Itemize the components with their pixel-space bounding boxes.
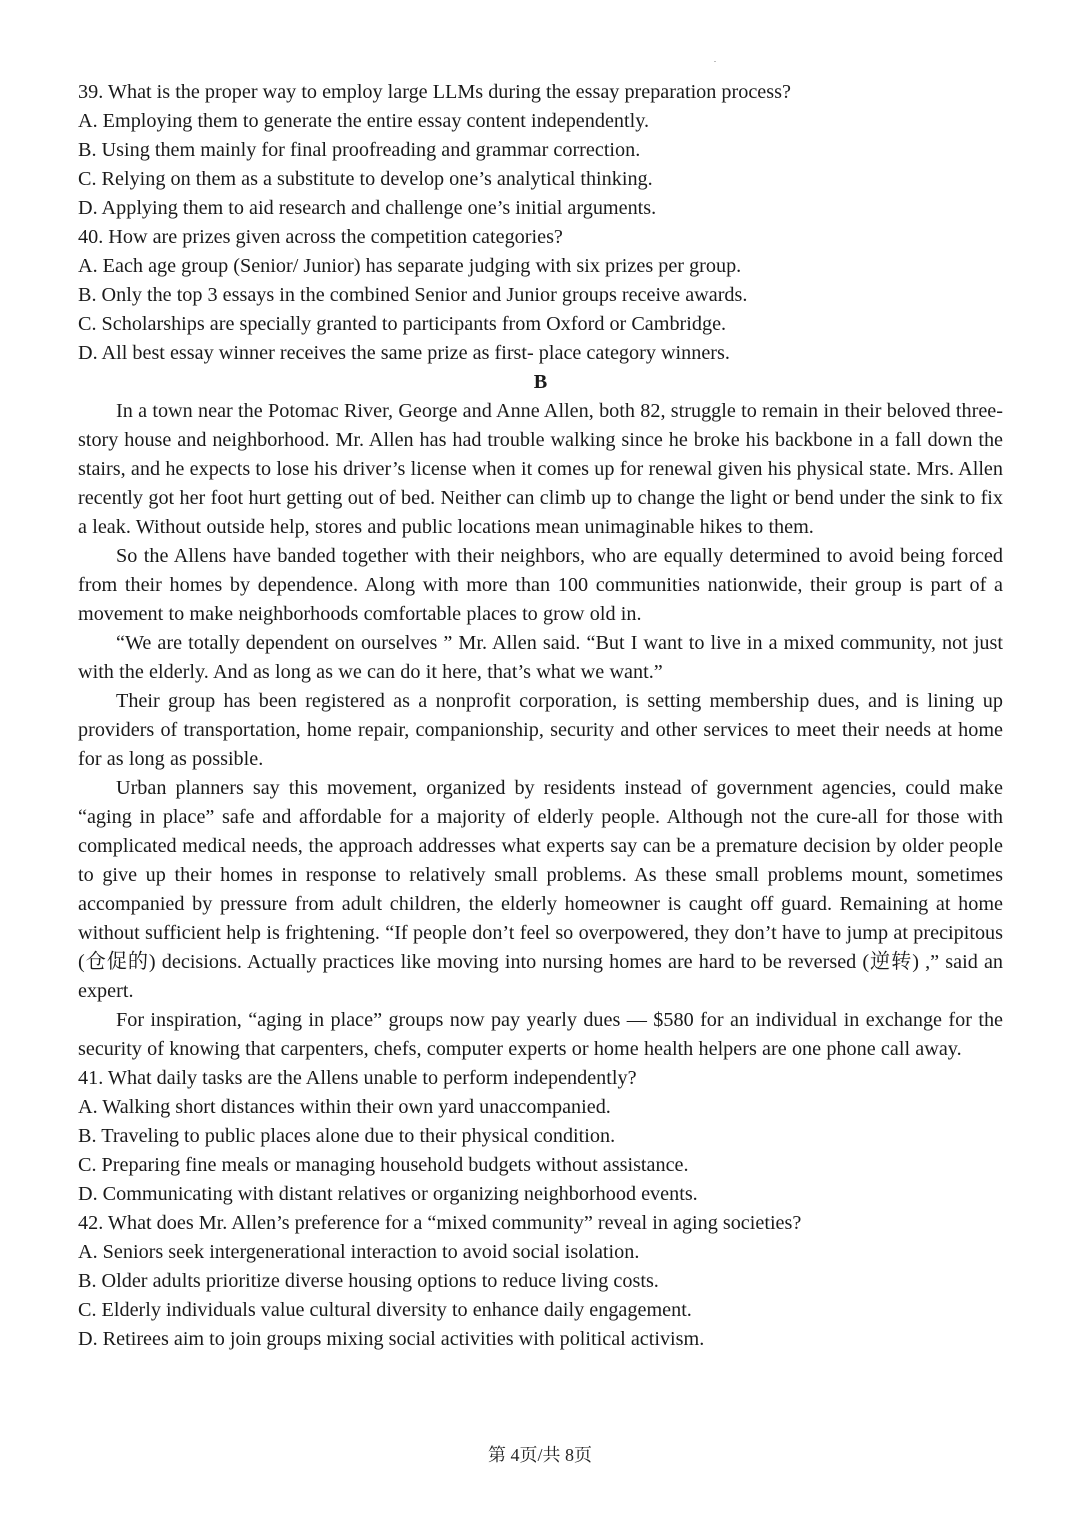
option-a: A. Each age group (Senior/ Junior) has separate judging with six prizes per group. <box>78 255 742 277</box>
option-d: D. All best essay winner receives the same prize as first- place category winners. <box>78 342 730 364</box>
option-d: D. Retirees aim to join groups mixing social activities with political activism. <box>78 1328 705 1350</box>
reading-passage <box>78 397 1003 1064</box>
passage-paragraph: So the Allens have banded together with their neighbors, who are equally determined to avoid being forced from their homes by dependence. Along with more than 100 communities nationwide, their group is part of a movement to make neighborhoods comfortable places to grow old in. <box>78 545 1003 625</box>
passage-paragraph: In a town near the Potomac River, George and Anne Allen, both 82, struggle to remain in their beloved three-story house and neighborhood. Mr. Allen has had trouble walking since he broke his backbone in a fall down the stairs, and he expects to lose his driver’s license when it comes up for renewal given his physical state. Mrs. Allen recently got her foot hurt getting out of bed. Neither can climb up to change the light or bend under the sink to fix a leak. Without outside help, stores and public locations mean unimaginable hikes to them. <box>78 400 1003 538</box>
question-40 <box>78 223 1003 368</box>
option-c: C. Relying on them as a substitute to develop one’s analytical thinking. <box>78 168 653 190</box>
question-stem: 42. What does Mr. Allen’s preference for a “mixed community” reveal in aging societies? <box>78 1212 802 1234</box>
passage-paragraph: For inspiration, “aging in place” groups now pay yearly dues — $580 for an individual in exchange for the security of knowing that carpenters, chefs, computer experts or home health helpers are one phone call away. <box>78 1009 1003 1060</box>
section-heading: B <box>533 371 548 393</box>
passage-paragraph: Urban planners say this movement, organized by residents instead of government agencies, could make “aging in place” safe and affordable for a majority of elderly people. Although not the cure-all for those with complicated medical needs, the approach addresses what experts say can be a premature decision by older people to give up their homes in response to relatively small problems. As these small problems mount, sometimes accompanied by pressure from adult children, the elderly homeowner is caught off guard. Remaining at home without sufficient help is frightening. “If people don’t feel so overpowered, they don’t have to jump at precipitous (仓促的) decisions. Actually practices like moving into nursing homes are hard to be reversed (逆转) ,” said an expert. <box>78 777 1003 1002</box>
option-c: C. Elderly individuals value cultural diversity to enhance daily engagement. <box>78 1299 692 1321</box>
passage-paragraph: “We are totally dependent on ourselves ” Mr. Allen said. “But I want to live in a mixed community, not just with the elderly. And as long as we can do it here, that’s what we want.” <box>78 632 1003 683</box>
question-stem: 40. How are prizes given across the competition categories? <box>78 226 563 248</box>
option-c: C. Preparing fine meals or managing household budgets without assistance. <box>78 1154 689 1176</box>
option-d: D. Communicating with distant relatives or organizing neighborhood events. <box>78 1183 698 1205</box>
option-b: B. Only the top 3 essays in the combined Senior and Junior groups receive awards. <box>78 284 748 306</box>
option-d: D. Applying them to aid research and challenge one’s initial arguments. <box>78 197 657 219</box>
option-a: A. Employing them to generate the entire essay content independently. <box>78 110 650 132</box>
question-42 <box>78 1209 1003 1354</box>
option-b: B. Traveling to public places alone due to their physical condition. <box>78 1125 616 1147</box>
passage-paragraph: Their group has been registered as a nonprofit corporation, is setting membership dues, and is lining up providers of transportation, home repair, companionship, security and other services to meet their needs at home for as long as possible. <box>78 690 1003 770</box>
option-a: A. Walking short distances within their own yard unaccompanied. <box>78 1096 611 1118</box>
option-b: B. Using them mainly for final proofreading and grammar correction. <box>78 139 641 161</box>
question-41 <box>78 1064 1003 1209</box>
option-b: B. Older adults prioritize diverse housing options to reduce living costs. <box>78 1270 659 1292</box>
question-stem: 39. What is the proper way to employ large LLMs during the essay preparation process? <box>78 81 791 103</box>
option-c: C. Scholarships are specially granted to participants from Oxford or Cambridge. <box>78 313 727 335</box>
scan-speck <box>714 61 716 62</box>
option-a: A. Seniors seek intergenerational interaction to avoid social isolation. <box>78 1241 640 1263</box>
question-39 <box>78 78 1003 223</box>
exam-page <box>78 78 1003 1354</box>
page-number-footer: 第 4页/共 8页 <box>487 1445 592 1465</box>
question-stem: 41. What daily tasks are the Allens unable to perform independently? <box>78 1067 637 1089</box>
